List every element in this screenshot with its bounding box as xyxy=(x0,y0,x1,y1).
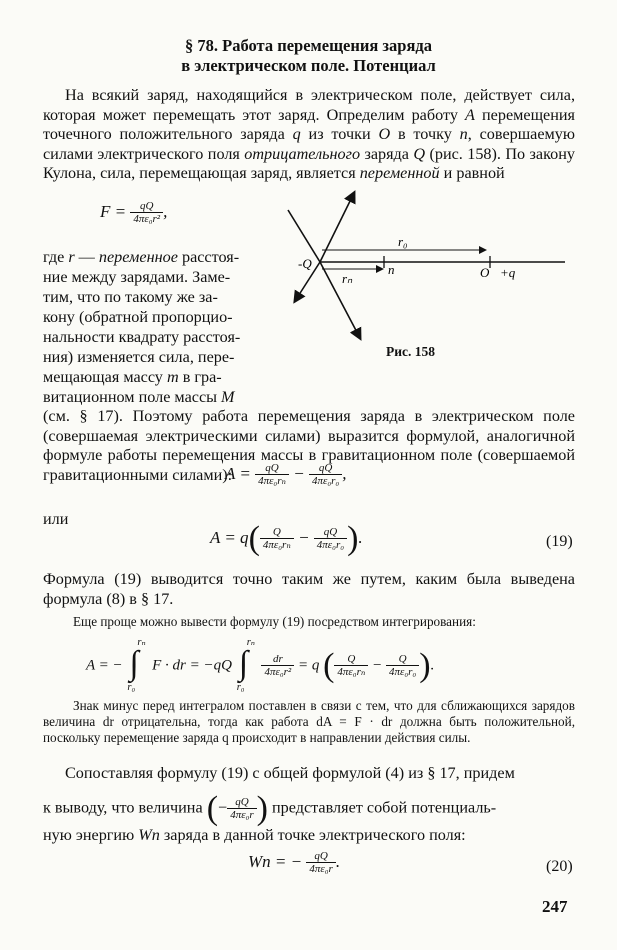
equation-number-19: (19) xyxy=(546,533,573,550)
compare-line-2: к выводу, что величина (− $\frac{qQ}{\text{4πε₀r}}$ ) представляет собой потенциаль- xyxy=(43,790,497,827)
wrap-line-3: тим, что по такому же за- xyxy=(43,288,218,306)
page-number: 247 xyxy=(542,897,568,916)
wrap-line-7: мещающая массу m в гра- xyxy=(43,368,222,386)
figure-158-diagram xyxy=(280,188,580,348)
label-neg-q: -Q xyxy=(298,256,312,271)
label-n: n xyxy=(388,262,395,277)
section-title-line2: в электрическом поле. Потенциал xyxy=(181,56,436,75)
formula-19: A = q( $\frac{Q}{\text{4πε₀rₙ}}$ − $\frac{qQ}{\text{4πε₀r₀}}$ ). xyxy=(210,520,363,557)
intro-paragraph: На всякий заряд, находящийся в электрическом поле, действует сила, которая может перемещать этот заряд. Определим работу A перемещения точечного положительного заряда q из точки O в точку n, совершаемую силами электрического поля отрицательного заряда Q (рис. 158). По закону Кулона, сила, перемещающая заряд, является переменной и равной xyxy=(43,86,576,183)
label-pos-q: +q xyxy=(500,265,516,280)
small-print-explanation: Знак минус перед интегралом поставлен в связи с тем, что для сближающихся зарядов величина dr отрицательна, тогда как работа dA = F · dr должна быть положительной, поскольку перемещение заряда q происходит в направлении действия силы. xyxy=(43,698,575,745)
formula-integral: A = − ∫ rₙ r₀ F · dr = −qQ ∫ rₙ r₀ $\frac{dr}{\text{4πε₀r²}}$ = q ( $\frac{Q}{\text{4πε₀rₙ}}$ − $\frac{Q}{\text{4πε₀r₀}}$ ). xyxy=(86,637,435,693)
wrap-line-1: где r — переменное расстоя- xyxy=(43,248,240,266)
compare-line-3: ную энергию Wп заряда в данной точке электрического поля: xyxy=(43,826,466,844)
small-print-intro: Еще проще можно вывести формулу (19) посредством интегрирования: xyxy=(73,614,476,629)
label-o: O xyxy=(480,265,490,280)
or-word: или xyxy=(43,510,69,528)
wrap-line-5: нальности квадрату расстоя- xyxy=(43,328,241,346)
formula-work-a: A = $\frac{qQ}{\text{4πε₀rₙ}}$ − $\frac{qQ}{\text{4πε₀r₀}}$ , xyxy=(225,462,347,487)
after-19-paragraph: Формула (19) выводится точно таким же путем, каким была выведена формула (8) в § 17. xyxy=(43,570,575,608)
wrap-line-4: кону (обратной пропорцио- xyxy=(43,308,233,326)
field-line-upper-left xyxy=(288,210,320,262)
field-line-upper-right xyxy=(320,193,354,262)
formula-coulomb: F = $\frac{qQ}{\text{4πε₀r²}}$ , xyxy=(100,200,168,225)
formula-20: Wп = − $\frac{qQ}{\text{4πε₀r}}$ . xyxy=(248,850,341,875)
wrap-line-8: витационном поле массы M xyxy=(43,388,235,406)
continuation-paragraph: (см. § 17). Поэтому работа перемещения заряда в электрическом поле (совершаемая электрическими силами) выразится формулой, аналогичной формуле работы перемещения массы в гравитационном поле (совершаемой гравитационными силами): xyxy=(43,407,575,484)
wrap-line-2: ние между зарядами. Заме- xyxy=(43,268,231,286)
section-title-line1: § 78. Работа перемещения заряда xyxy=(185,36,432,55)
label-r0: r₀ xyxy=(398,234,408,249)
wrap-line-6: ния) изменяется сила, пере- xyxy=(43,348,235,366)
equation-number-20: (20) xyxy=(546,858,573,875)
label-rn: rₙ xyxy=(342,271,353,286)
compare-line-1: Сопоставляя формулу (19) с общей формулой (4) из § 17, придем xyxy=(65,764,515,782)
figure-caption: Рис. 158 xyxy=(386,344,436,359)
field-line-lower-right xyxy=(320,262,360,338)
